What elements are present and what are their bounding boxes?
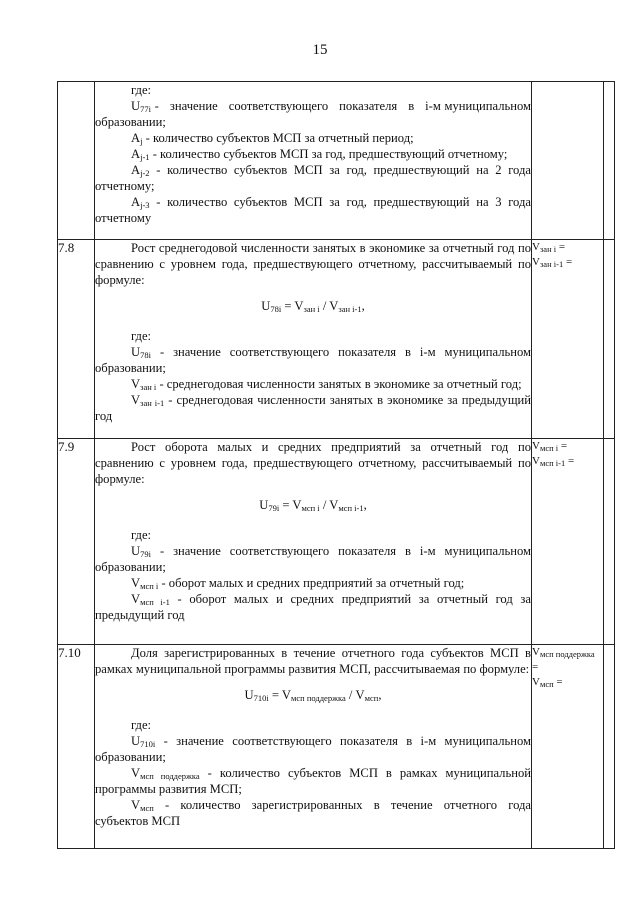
variable-item: $V_{мсп i-1}$ = bbox=[532, 455, 575, 468]
formula: $U_{78i} = V_{зан i} / V_{зан i-1}$, bbox=[261, 299, 365, 314]
row-variables bbox=[532, 82, 604, 240]
definition: $U_{710i}$ - значение соответствующего показателя в i-м муниципальном образовании; bbox=[95, 734, 531, 764]
where-label: где: bbox=[131, 528, 152, 542]
row-variables bbox=[532, 240, 604, 439]
definition-text: - количество субъектов МСП за год, предшествующий на 2 года отчетному; bbox=[95, 163, 531, 193]
definition-text: - оборот малых и средних предприятий за отчетный год за предыдущий год bbox=[95, 592, 531, 622]
definition-text: - количество субъектов МСП за год, предшествующий на 3 года отчетному bbox=[95, 195, 531, 225]
definition-text: - количество субъектов МСП в рамках муниципальной программы развития МСП; bbox=[95, 766, 531, 796]
variable-item: $V_{мсп i}$ = bbox=[532, 440, 568, 453]
formula: $U_{79i} = V_{мсп i} / V_{мсп i-1}$, bbox=[259, 498, 367, 513]
row-extra-cell bbox=[604, 439, 615, 645]
definition: $V_{мсп i}$ - оборот малых и средних предприятий за отчетный год; bbox=[131, 576, 465, 591]
row-variables bbox=[532, 439, 604, 645]
definition: $U_{77i}$ - значение соответствующего показателя в i-м муниципальном образовании; bbox=[95, 99, 531, 129]
definition-text: - значение соответствующего показателя в i-м муниципальном образовании; bbox=[95, 345, 531, 375]
table-row bbox=[58, 240, 615, 439]
table-row bbox=[58, 645, 615, 849]
definition: $A_{j-3}$ - количество субъектов МСП за год, предшествующий на 3 года отчетному bbox=[95, 195, 531, 225]
definition: $V_{мсп}$ - количество зарегистрированных в течение отчетного года субъектов МСП bbox=[95, 798, 531, 828]
definition-text: - количество субъектов МСП за год, предшествующий отчетному; bbox=[152, 147, 508, 161]
definition-text: - среднегодовая численности занятых в экономике за отчетный год; bbox=[159, 377, 522, 391]
where-label: где: bbox=[131, 718, 152, 732]
where-label: где: bbox=[131, 329, 152, 343]
variable-item: $V_{зан i-1}$ = bbox=[532, 256, 573, 269]
definition-text: - значение соответствующего показателя в i-м муниципальном образовании; bbox=[95, 544, 531, 574]
variable-item: $V_{зан i}$ = bbox=[532, 241, 566, 254]
where-label: где: bbox=[131, 83, 152, 97]
row-description bbox=[95, 645, 532, 849]
definition: $V_{зан i}$ - среднегодовая численности занятых в экономике за отчетный год; bbox=[131, 377, 522, 392]
formula: $U_{710i} = V_{мсп поддержка} / V_{мсп}$, bbox=[244, 688, 382, 703]
row-extra-cell bbox=[604, 645, 615, 849]
variable-item: $V_{мсп}$ = bbox=[532, 676, 563, 689]
definition-text: - значение соответствующего показателя в i-м муниципальном образовании; bbox=[95, 99, 531, 129]
row-number: 7.9 bbox=[58, 439, 95, 645]
row-extra-cell bbox=[604, 240, 615, 439]
row-description bbox=[95, 240, 532, 439]
definition: $V_{зан i-1}$ - среднегодовая численности занятых в экономике за предыдущий год bbox=[95, 393, 531, 423]
variable-item: $V_{мсп поддержка}$ = bbox=[532, 646, 595, 673]
page-number: 15 bbox=[312, 42, 328, 58]
table-row bbox=[58, 82, 615, 240]
definition-text: - среднегодовая численности занятых в экономике за предыдущий год bbox=[95, 393, 531, 423]
definition: $A_{j-2}$ - количество субъектов МСП за год, предшествующий на 2 года отчетному; bbox=[95, 163, 531, 193]
definition: $A_j$ - количество субъектов МСП за отчетный период; bbox=[131, 131, 414, 146]
row-variables bbox=[532, 645, 604, 849]
row-number bbox=[58, 82, 95, 240]
definition-text: - оборот малых и средних предприятий за отчетный год; bbox=[161, 576, 465, 590]
definition-text: - значение соответствующего показателя в i-м муниципальном образовании; bbox=[95, 734, 531, 764]
indicator-intro: Доля зарегистрированных в течение отчетного года субъектов МСП в рамках муниципальной программы развития МСП, рассчитываемая по формуле: bbox=[95, 646, 531, 676]
indicator-intro: Рост оборота малых и средних предприятий за отчетный год по сравнению с уровнем года, предшествующего отчетному, рассчитываемый по формуле: bbox=[95, 440, 531, 486]
definition: $A_{j-1}$ - количество субъектов МСП за год, предшествующий отчетному; bbox=[131, 147, 508, 162]
row-number: 7.10 bbox=[58, 645, 95, 849]
row-description bbox=[95, 439, 532, 645]
definition: $U_{78i}$ - значение соответствующего показателя в i-м муниципальном образовании; bbox=[95, 345, 531, 375]
row-extra-cell bbox=[604, 82, 615, 240]
definition: $U_{79i}$ - значение соответствующего показателя в i-м муниципальном образовании; bbox=[95, 544, 531, 574]
row-number: 7.8 bbox=[58, 240, 95, 439]
table-row bbox=[58, 439, 615, 645]
definition-text: - количество зарегистрированных в течение отчетного года субъектов МСП bbox=[95, 798, 531, 828]
definition: $V_{мсп i-1}$ - оборот малых и средних предприятий за отчетный год за предыдущий год bbox=[95, 592, 531, 622]
row-description bbox=[95, 82, 532, 240]
indicator-table bbox=[57, 81, 615, 849]
indicator-intro: Рост среднегодовой численности занятых в экономике за отчетный год по сравнению с уровнем года, предшествующего отчетному, рассчитываемый по формуле: bbox=[95, 241, 531, 287]
definition-text: - количество субъектов МСП за отчетный период; bbox=[145, 131, 414, 145]
definition: $V_{мсп поддержка}$ - количество субъектов МСП в рамках муниципальной программы развития МСП; bbox=[95, 766, 531, 796]
